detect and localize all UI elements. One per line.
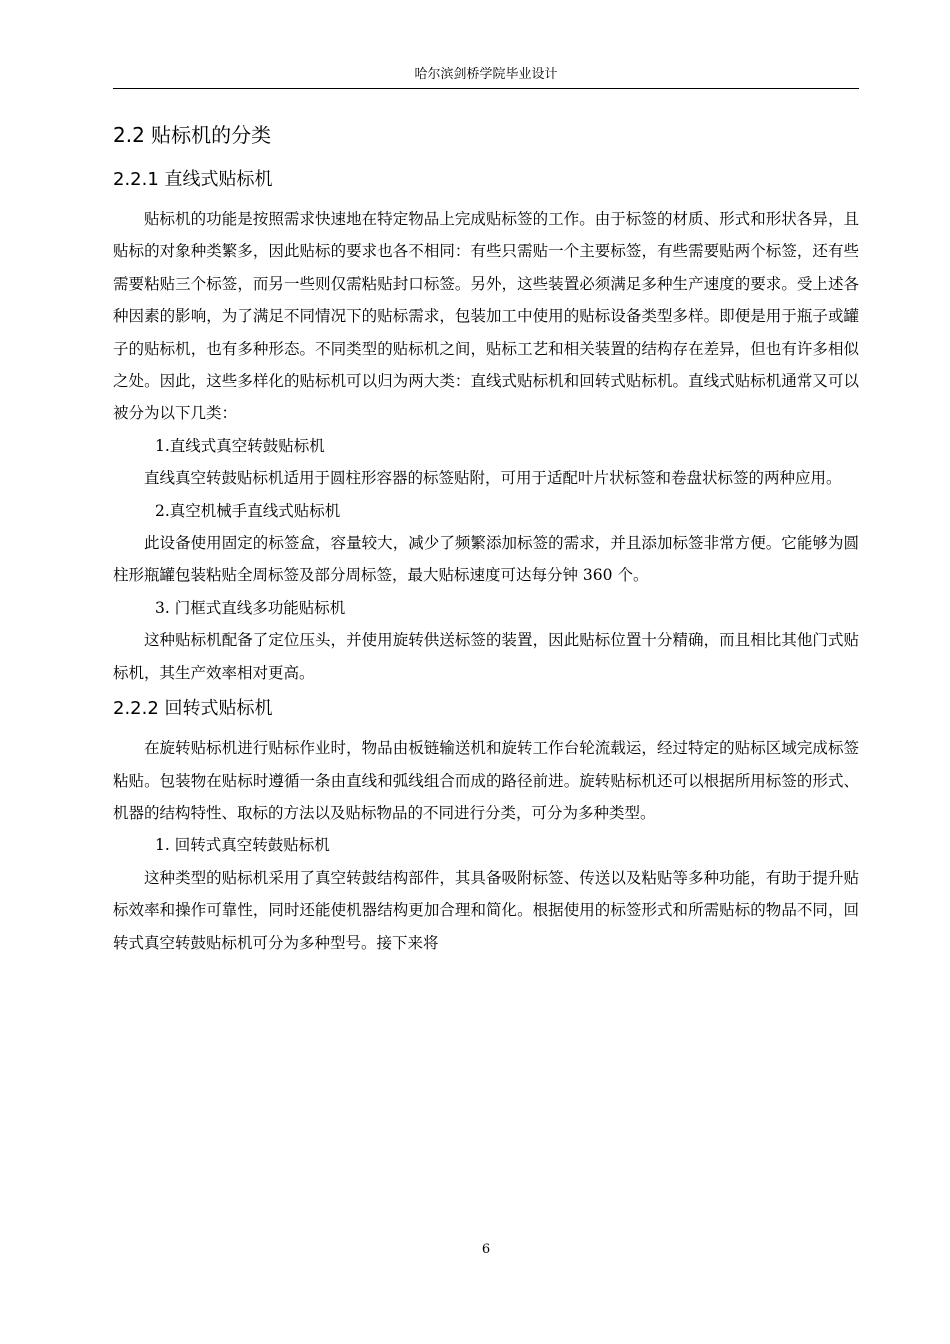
page-header: 哈尔滨剑桥学院毕业设计: [414, 67, 558, 82]
page-body: [113, 120, 859, 959]
section-heading: 2.2 贴标机的分类: [113, 123, 272, 147]
paragraph-linear-intro: 贴标机的功能是按照需求快速地在特定物品上完成贴标签的工作。由于标签的材质、形式和形状各异，且贴标的对象种类繁多，因此贴标的要求也各不相同：有些只需贴一个主要标签，有些需要贴两个标签，还有些需要粘贴三个标签，而另一些则仅需粘贴封口标签。另外，这些装置必须满足多种生产速度的要求。受上述各种因素的影响，为了满足不同情况下的贴标需求，包装加工中使用的贴标设备类型多样。即便是用于瓶子或罐子的贴标机，也有多种形态。不同类型的贴标机之间，贴标工艺和相关装置的结构存在差异，但也有许多相似之处。因此，这些多样化的贴标机可以归为两大类：直线式贴标机和回转式贴标机。直线式贴标机通常又可以被分为以下几类：: [113, 210, 859, 423]
list-item-paragraph: 这种类型的贴标机采用了真空转鼓结构部件，其具备吸附标签、传送以及粘贴等多种功能，有助于提升贴标效率和操作可靠性，同时还能使机器结构更加合理和简化。根据使用的标签形式和所需贴标的物品不同，回转式真空转鼓贴标机可分为多种型号。接下来将: [113, 868, 859, 952]
list-item-paragraph: 这种贴标机配备了定位压头，并使用旋转供送标签的装置，因此贴标位置十分精确，而且相比其他门式贴标机，其生产效率相对更高。: [113, 631, 859, 682]
header-divider: [113, 88, 859, 89]
subsection-heading-linear: 2.2.1 直线式贴标机: [113, 169, 273, 190]
list-item-paragraph: 直线真空转鼓贴标机适用于圆柱形容器的标签贴附，可用于适配叶片状标签和卷盘状标签的两种应用。: [144, 469, 842, 488]
list-item-title: 1. 回转式真空转鼓贴标机: [155, 836, 330, 855]
list-item-title: 3. 门框式直线多功能贴标机: [155, 598, 346, 617]
page-number: 6: [481, 1242, 491, 1257]
list-item-title: 1.直线式真空转鼓贴标机: [155, 436, 325, 455]
subsection-heading-rotary: 2.2.2 回转式贴标机: [113, 698, 273, 720]
paragraph-rotary-intro: 在旋转贴标机进行贴标作业时，物品由板链输送机和旋转工作台轮流载运，经过特定的贴标区域完成标签粘贴。包装物在贴标时遵循一条由直线和弧线组合而成的路径前进。旋转贴标机还可以根据所用标签的形式、机器的结构特性、取标的方法以及贴标物品的不同进行分类，可分为多种类型。: [113, 739, 859, 822]
list-item-paragraph: 此设备使用固定的标签盒，容量较大，减少了频繁添加标签的需求，并且添加标签非常方便。它能够为圆柱形瓶罐包装粘贴全周标签及部分周标签，最大贴标速度可达每分钟 360 个。: [113, 534, 859, 585]
list-item-title: 2.真空机械手直线式贴标机: [155, 501, 341, 520]
